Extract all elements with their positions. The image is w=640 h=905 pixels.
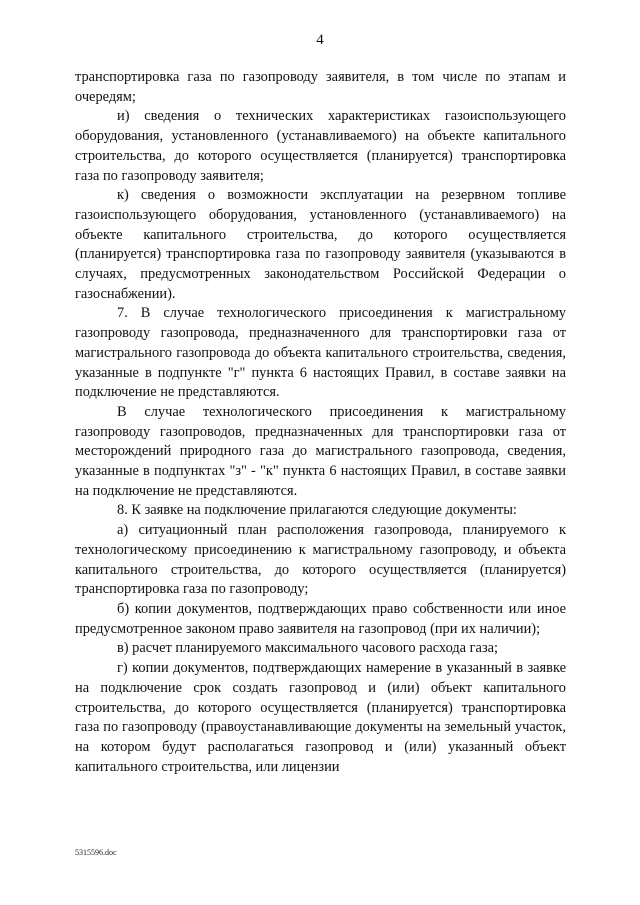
paragraph: 7. В случае технологического присоединения к магистральному газопроводу газопровода, предназначенного для транспортировки газа от магистрального газопровода до объекта капитального строительства, сведения, указанные в подпункте "г" пункта 6 настоящих Правил, в составе заявки на подключение не представляются. xyxy=(75,305,566,401)
paragraph: а) ситуационный план расположения газопровода, планируемого к технологическому присоединению к магистральному газопроводу, и объекта капитального строительства, до которого осуществляется (планируется) транспортировка газа по газопроводу; xyxy=(75,522,566,598)
document-body xyxy=(75,68,566,777)
footer-filename: 5315596.doc xyxy=(75,848,117,857)
page-number: 4 xyxy=(316,32,324,48)
paragraph: г) копии документов, подтверждающих намерение в указанный в заявке на подключение срок создать газопровод и (или) объект капитального строительства, до которого осуществляется (планируется) транспортировка газа по газопроводу (правоустанавливающие документы на земельный участок, на котором будут располагаться газопровод и (или) указанный объект капитального строительства, или лицензии xyxy=(75,660,566,775)
paragraph: к) сведения о возможности эксплуатации на резервном топливе газоиспользующего оборудования, установленного (устанавливаемого) на объекте капитального строительства, до которого осуществляется (планируется) транспортировка газа по газопроводу заявителя (указываются в случаях, предусмотренных законодательством Российской Федерации о газоснабжении). xyxy=(75,187,566,302)
paragraph: б) копии документов, подтверждающих право собственности или иное предусмотренное законом право заявителя на газопровод (при их наличии); xyxy=(75,600,566,637)
paragraph: в) расчет планируемого максимального часового расхода газа; xyxy=(117,640,499,657)
paragraph: 8. К заявке на подключение прилагаются следующие документы: xyxy=(117,502,517,519)
paragraph: и) сведения о технических характеристиках газоиспользующего оборудования, установленного (устанавливаемого) на объекте капитального строительства, до которого осуществляется (планируется) транспортировка газа по газопроводу заявителя; xyxy=(75,108,566,184)
paragraph: В случае технологического присоединения к магистральному газопроводу газопроводов, предназначенных для транспортировки газа от месторождений природного газа до магистрального газопровода, сведения, указанные в подпунктах "з" - "к" пункта 6 настоящих Правил, в составе заявки на подключение не представляются. xyxy=(75,403,566,499)
paragraph: транспортировка газа по газопроводу заявителя, в том числе по этапам и очередям; xyxy=(75,69,566,105)
